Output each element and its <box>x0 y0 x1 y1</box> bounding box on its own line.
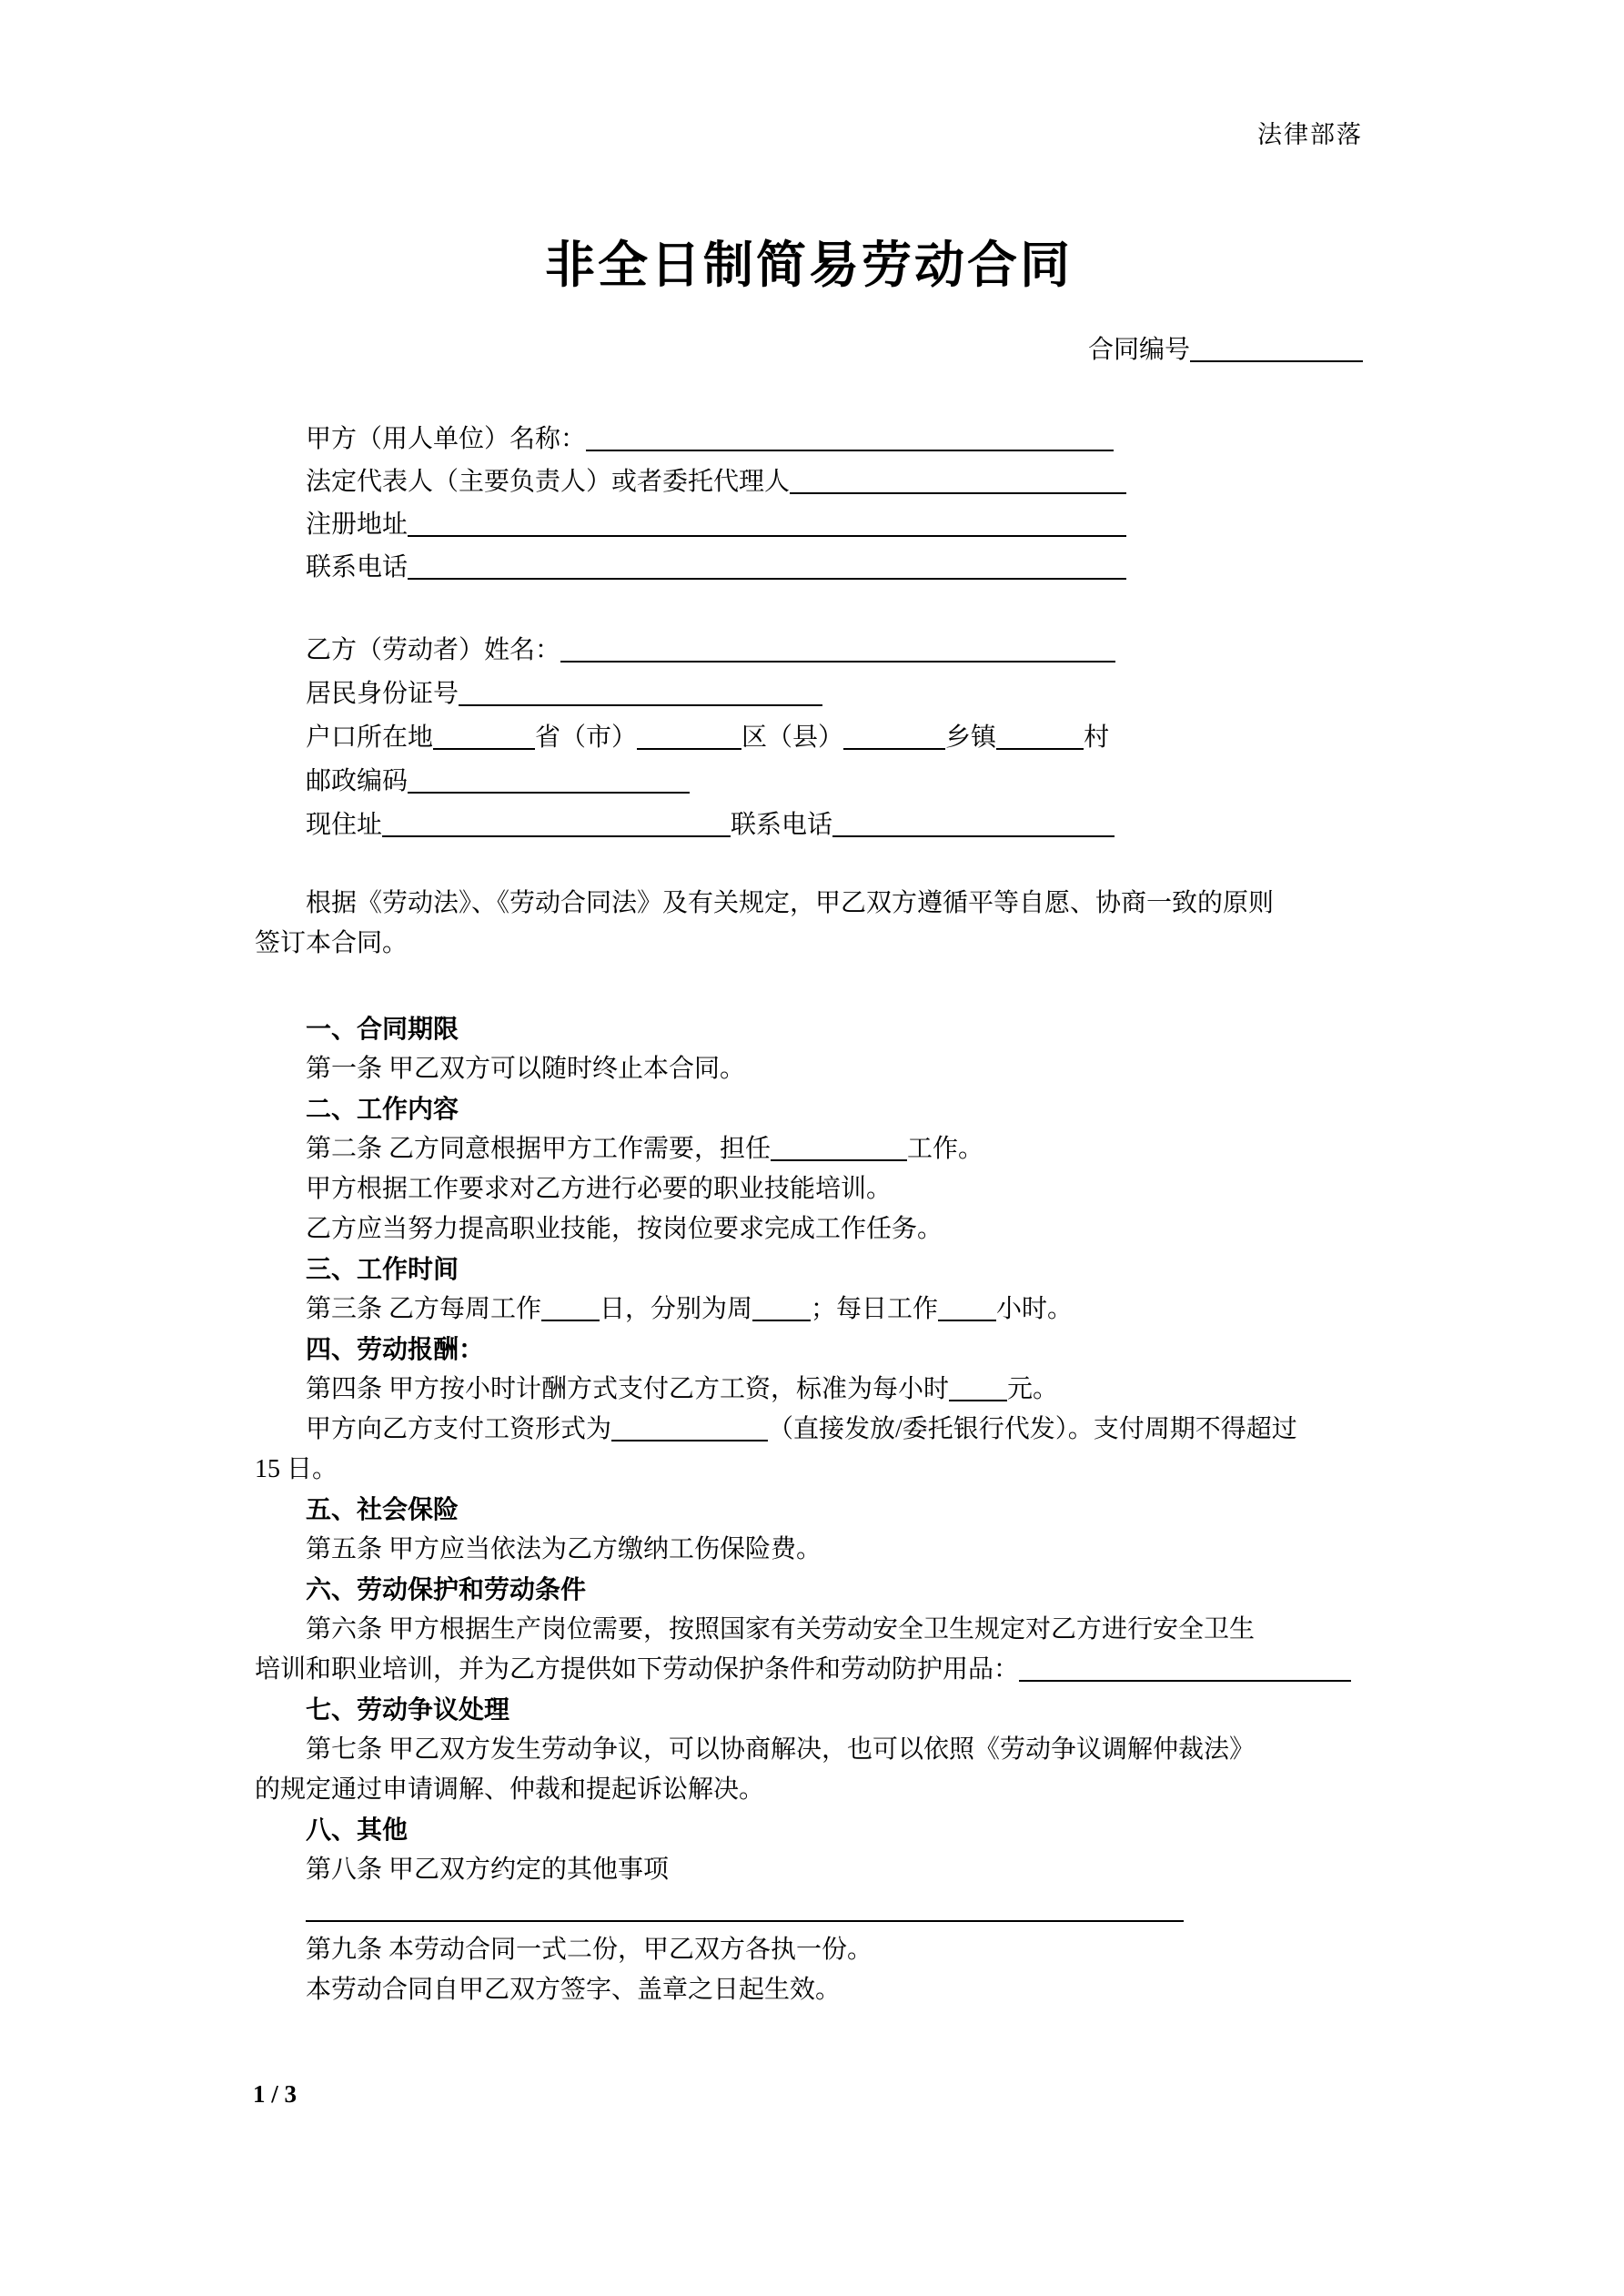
party-b-address-label: 现住址 <box>306 811 383 839</box>
article-2-para-2: 甲方根据工作要求对乙方进行必要的职业技能培训。 <box>306 1175 893 1203</box>
party-a-legal-rep-line <box>255 460 1363 503</box>
article-4-para-2-line-1 <box>255 1410 1363 1450</box>
section-5-heading: 五、社会保险 <box>306 1495 459 1523</box>
section-6-heading: 六、劳动保护和劳动条件 <box>306 1575 587 1603</box>
party-b-address-line <box>255 804 1363 847</box>
party-a-phone-blank <box>408 554 1126 580</box>
party-a-address-blank <box>408 511 1126 537</box>
party-a-legal-rep-blank <box>790 469 1126 494</box>
party-a-address-line <box>255 503 1363 546</box>
party-b-postcode-blank <box>408 768 690 794</box>
article-4-rate-blank <box>949 1376 1007 1401</box>
party-b-phone-blank <box>832 812 1115 837</box>
section-4-heading: 四、劳动报酬： <box>306 1335 485 1363</box>
article-4 <box>255 1370 1363 1410</box>
party-b-name-blank <box>560 637 1115 663</box>
section-8-heading: 八、其他 <box>306 1816 409 1844</box>
article-9-para-2: 本劳动合同自甲乙双方签字、盖章之日起生效。 <box>306 1976 842 2004</box>
party-a-section <box>255 418 1363 589</box>
article-3-seg-3: ；每日工作 <box>811 1295 939 1323</box>
contract-number-line <box>255 330 1363 370</box>
section-1-heading: 一、合同期限 <box>306 1015 459 1043</box>
party-a-legal-rep-label: 法定代表人（主要负责人）或者委托代理人 <box>306 468 791 496</box>
article-2 <box>255 1129 1363 1169</box>
article-2-para-3: 乙方应当努力提高职业技能，按岗位要求完成工作任务。 <box>306 1215 943 1243</box>
party-b-hukou-town-label: 乡镇 <box>945 723 997 752</box>
party-b-hukou-line <box>255 716 1363 760</box>
article-3-seg-4: 小时。 <box>996 1295 1074 1323</box>
party-b-address-blank <box>382 812 731 837</box>
article-2-job-blank <box>771 1136 907 1161</box>
article-6-line-2-text: 培训和职业培训，并为乙方提供如下劳动保护条件和劳动防护用品： <box>255 1655 1020 1684</box>
party-b-id-blank <box>459 681 822 706</box>
party-a-name-line <box>255 418 1363 460</box>
article-8: 第八条 甲乙双方约定的其他事项 <box>306 1856 670 1884</box>
article-6-protection-blank <box>1019 1656 1351 1682</box>
article-3-seg-2: 日，分别为周 <box>600 1295 753 1323</box>
party-a-phone-label: 联系电话 <box>306 553 409 582</box>
article-3-seg-1: 第三条 乙方每周工作 <box>306 1295 542 1323</box>
article-1: 第一条 甲乙双方可以随时终止本合同。 <box>306 1055 746 1083</box>
article-5: 第五条 甲方应当依法为乙方缴纳工伤保险费。 <box>306 1535 822 1563</box>
article-2-text-pre: 第二条 乙方同意根据甲方工作需要，担任 <box>306 1135 772 1163</box>
party-b-id-line <box>255 673 1363 716</box>
party-b-hukou-district-label: 区（县） <box>741 723 844 752</box>
party-b-section <box>255 629 1363 847</box>
page-number: 1 / 3 <box>253 2080 298 2108</box>
article-3-weekday-blank <box>752 1296 811 1321</box>
article-3-days-blank <box>541 1296 600 1321</box>
preamble-paragraph <box>255 884 1363 964</box>
party-b-postcode-line <box>255 760 1363 804</box>
article-4-seg-1: 第四条 甲方按小时计酬方式支付乙方工资，标准为每小时 <box>306 1375 950 1403</box>
article-2-text-post: 工作。 <box>907 1135 984 1163</box>
article-9: 第九条 本劳动合同一式二份，甲乙双方各执一份。 <box>306 1936 873 1964</box>
party-b-name-line <box>255 629 1363 673</box>
article-4-pay-form-blank <box>611 1416 768 1441</box>
section-7-heading: 七、劳动争议处理 <box>306 1695 510 1724</box>
preamble-line-1: 根据《劳动法》、《劳动合同法》及有关规定，甲乙双方遵循平等自愿、协商一致的原则 <box>306 889 1275 917</box>
party-b-hukou-village-label: 村 <box>1084 723 1110 752</box>
party-a-name-label: 甲方（用人单位）名称： <box>306 425 587 453</box>
party-b-hukou-province-blank <box>433 724 535 750</box>
article-4-para-2-seg-2: （直接发放/委托银行代发）。支付周期不得超过 <box>768 1415 1297 1443</box>
party-b-hukou-district-blank <box>637 724 741 750</box>
party-b-postcode-label: 邮政编码 <box>306 767 409 795</box>
party-b-hukou-village-blank <box>996 724 1084 750</box>
party-a-address-label: 注册地址 <box>306 511 409 539</box>
article-4-seg-2: 元。 <box>1007 1375 1059 1403</box>
section-3-heading: 三、工作时间 <box>306 1255 459 1283</box>
article-8-blank-line <box>255 1890 1363 1930</box>
party-b-name-label: 乙方（劳动者）姓名： <box>306 636 561 664</box>
article-3-hours-blank <box>938 1296 996 1321</box>
article-4-para-2-seg-1: 甲方向乙方支付工资形式为 <box>306 1415 612 1443</box>
article-6-line-2 <box>255 1650 1363 1690</box>
party-b-hukou-town-blank <box>843 724 945 750</box>
article-6-line-1: 第六条 甲方根据生产岗位需要，按照国家有关劳动安全卫生规定对乙方进行安全卫生 <box>306 1615 1256 1644</box>
party-b-id-label: 居民身份证号 <box>306 680 459 708</box>
party-a-phone-line <box>255 546 1363 589</box>
article-4-para-2-line-2: 15 日。 <box>255 1455 338 1483</box>
contract-articles <box>255 1009 1363 2010</box>
document-title: 非全日制简易劳动合同 <box>544 237 1073 293</box>
article-7-line-1: 第七条 甲乙双方发生劳动争议，可以协商解决，也可以依照《劳动争议调解仲裁法》 <box>306 1735 1256 1764</box>
article-3 <box>255 1290 1363 1330</box>
party-b-hukou-label: 户口所在地 <box>306 723 434 752</box>
party-a-name-blank <box>586 426 1114 451</box>
article-8-other-items-blank <box>306 1896 1184 1922</box>
contract-number-blank <box>1190 337 1363 362</box>
article-7-line-2: 的规定通过申请调解、仲裁和提起诉讼解决。 <box>255 1775 765 1804</box>
contract-number-label: 合同编号 <box>1087 336 1190 364</box>
section-2-heading: 二、工作内容 <box>306 1095 459 1123</box>
preamble-line-2: 签订本合同。 <box>255 929 409 957</box>
party-b-phone-label: 联系电话 <box>731 811 833 839</box>
watermark-text: 法律部落 <box>1257 121 1363 148</box>
party-b-hukou-province-label: 省（市） <box>535 723 638 752</box>
